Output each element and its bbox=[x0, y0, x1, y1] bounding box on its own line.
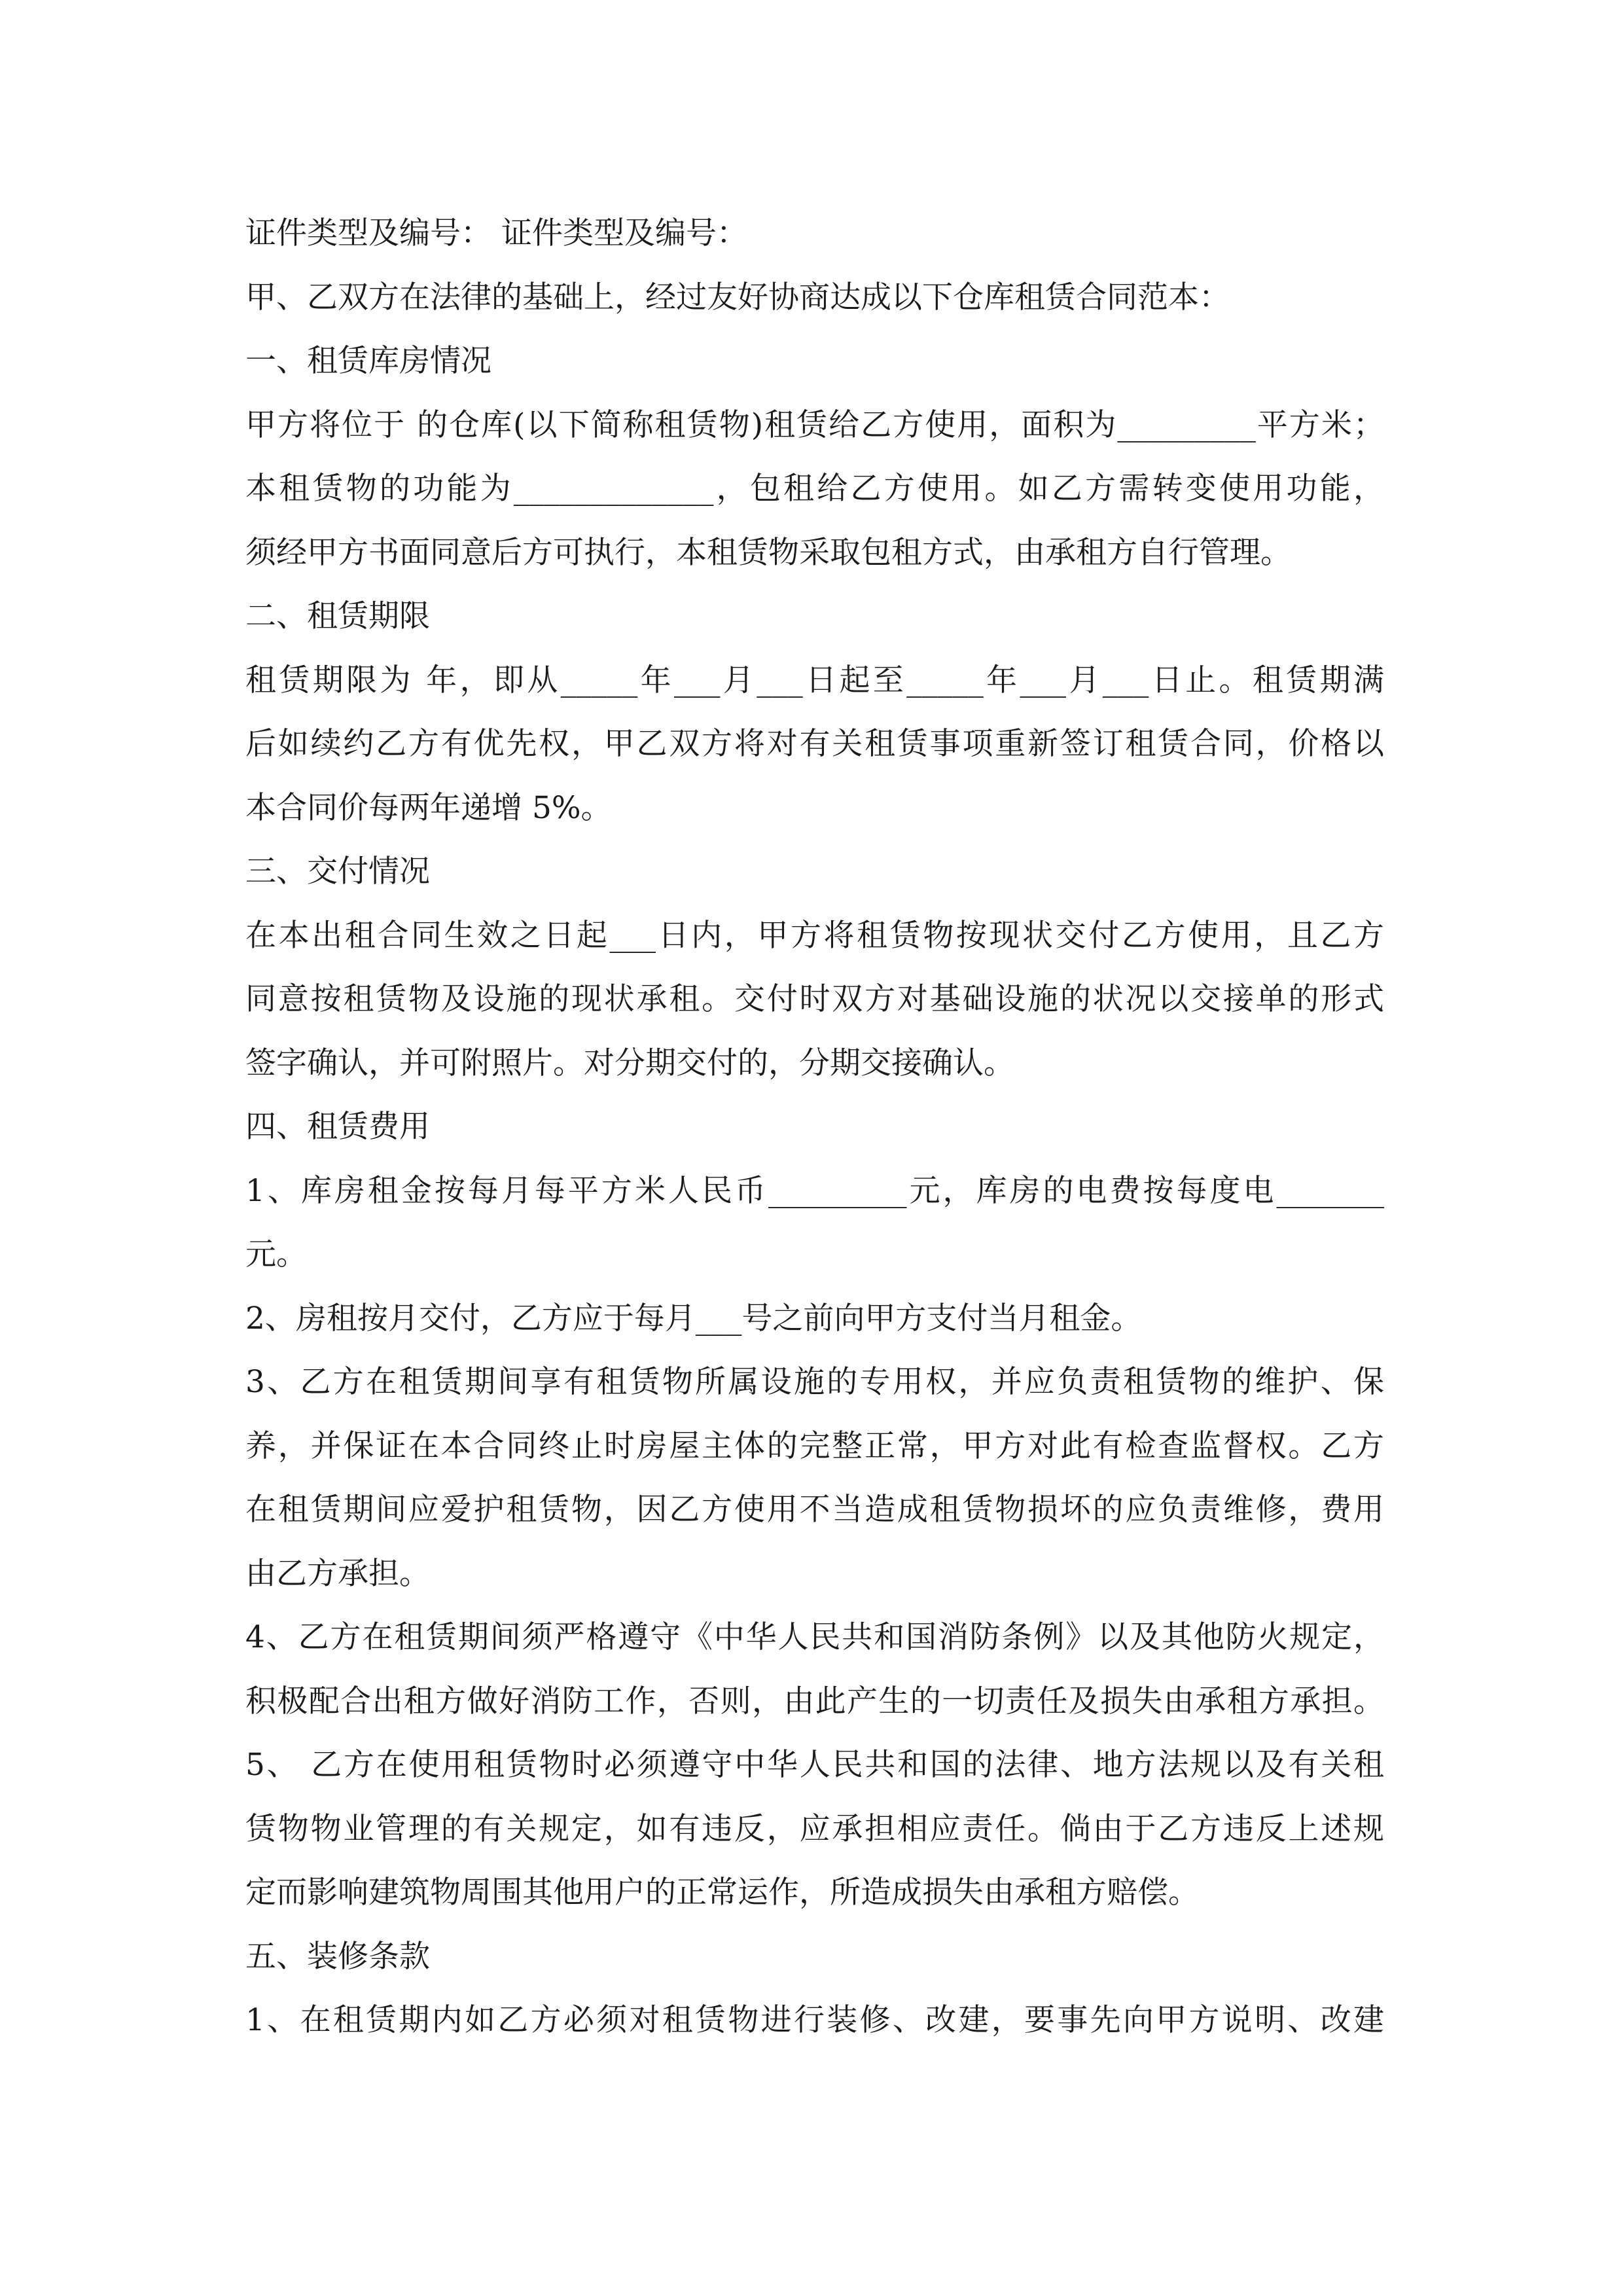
document-line: 积极配合出租方做好消防工作，否则，由此产生的一切责任及损失由承租方承担。 bbox=[245, 1683, 1384, 1719]
document-line: 元。 bbox=[245, 1236, 307, 1272]
document-line: 本合同价每两年递增 5%。 bbox=[245, 789, 612, 826]
document-line: 在租赁期间应爱护租赁物，因乙方使用不当造成租赁物损坏的应负责维修，费用 bbox=[245, 1492, 1384, 1528]
document-line: 须经甲方书面同意后方可执行，本租赁物采取包租方式，由承租方自行管理。 bbox=[245, 534, 1291, 571]
document-line: 本租赁物的功能为_____________，包租给乙方使用。如乙方需转变使用功能， bbox=[245, 471, 1384, 507]
document-line: 甲方将位于 的仓库(以下简称租赁物)租赁给乙方使用，面积为_________平方米； bbox=[245, 406, 1384, 443]
contract-body bbox=[245, 202, 1384, 2053]
section-heading: 三、交付情况 bbox=[245, 853, 430, 889]
document-line: 由乙方承担。 bbox=[245, 1555, 430, 1592]
document-line: 3、乙方在租赁期间享有租赁物所属设施的专用权，并应负责租赁物的维护、保 bbox=[245, 1364, 1384, 1400]
section-heading: 二、租赁期限 bbox=[245, 598, 430, 634]
document-line: 甲、乙双方在法律的基础上，经过友好协商达成以下仓库租赁合同范本： bbox=[245, 279, 1230, 315]
document-line: 5、 乙方在使用租赁物时必须遵守中华人民共和国的法律、地方法规以及有关租 bbox=[245, 1747, 1384, 1783]
document-line: 定而影响建筑物周围其他用户的正常运作，所造成损失由承租方赔偿。 bbox=[245, 1874, 1199, 1910]
document-line: 1、在租赁期内如乙方必须对租赁物进行装修、改建，要事先向甲方说明、改建 bbox=[245, 2002, 1384, 2038]
document-line: 1、库房租金按每月每平方米人民币_________元，库房的电费按每度电_______ bbox=[245, 1172, 1384, 1209]
document-line: 同意按租赁物及设施的现状承租。交付时双方对基础设施的状况以交接单的形式 bbox=[245, 981, 1384, 1017]
document-line: 赁物物业管理的有关规定，如有违反，应承担相应责任。倘由于乙方违反上述规 bbox=[245, 1810, 1384, 1847]
document-line: 养，并保证在本合同终止时房屋主体的完整正常，甲方对此有检查监督权。乙方 bbox=[245, 1427, 1384, 1464]
document-line: 后如续约乙方有优先权，甲乙双方将对有关租赁事项重新签订租赁合同，价格以 bbox=[245, 726, 1384, 762]
document-line: 租赁期限为 年，即从_____年___月___日起至_____年___月___日止。租赁期满 bbox=[245, 662, 1384, 698]
section-heading: 五、装修条款 bbox=[245, 1938, 430, 1975]
document-line: 4、乙方在租赁期间须严格遵守《中华人民共和国消防条例》以及其他防火规定， bbox=[245, 1619, 1384, 1655]
section-heading: 一、租赁库房情况 bbox=[245, 343, 491, 379]
document-line: 签字确认，并可附照片。对分期交付的，分期交接确认。 bbox=[245, 1045, 1014, 1081]
document-line: 在本出租合同生效之日起___日内，甲方将租赁物按现状交付乙方使用，且乙方 bbox=[245, 917, 1384, 954]
document-line: 证件类型及编号： 证件类型及编号： bbox=[245, 215, 747, 251]
document-line: 2、房租按月交付，乙方应于每月___号之前向甲方支付当月租金。 bbox=[245, 1300, 1142, 1336]
section-heading: 四、租赁费用 bbox=[245, 1109, 430, 1145]
